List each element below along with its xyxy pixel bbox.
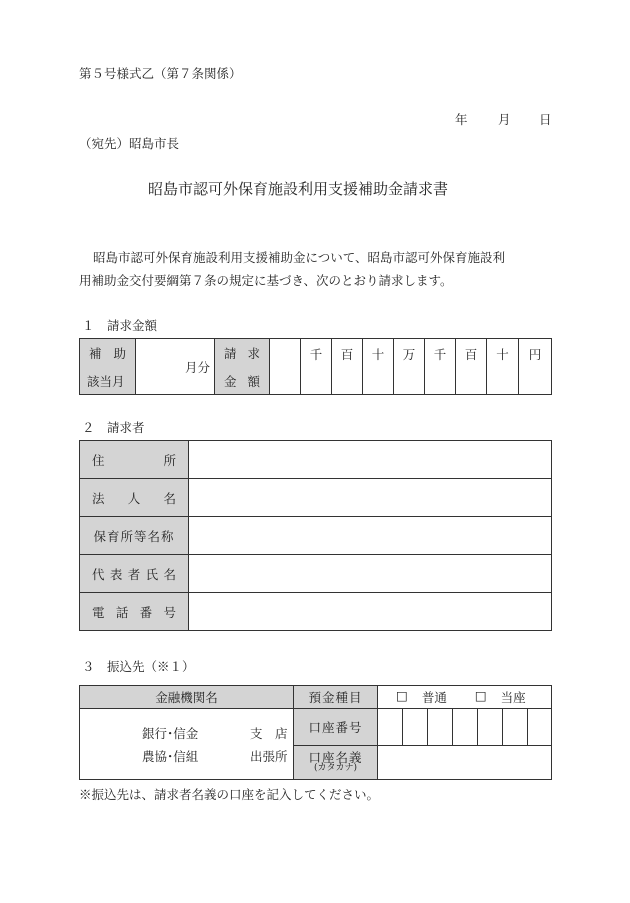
corporation-label-char: 法 — [92, 490, 105, 506]
body-text-line1: 昭島市認可外保育施設利用支援補助金について、昭島市認可外保育施設利 — [93, 250, 506, 265]
digit-cell[interactable]: 円 — [519, 339, 552, 395]
subsidy-month-label: 該当月 — [87, 373, 125, 389]
month-input-cell[interactable] — [136, 339, 215, 395]
representative-label-cell — [80, 555, 189, 593]
claim-label-char: 額 — [247, 373, 260, 389]
facility-name-input[interactable] — [189, 517, 552, 555]
body-text-line2: 用補助金交付要綱第７条の規定に基づき、次のとおり請求します。 — [79, 273, 453, 288]
bank-type-label-1: 銀行･信金 — [142, 726, 199, 741]
account-digit-cell[interactable] — [453, 709, 478, 746]
phone-input[interactable] — [189, 593, 552, 631]
account-name-label-cell — [294, 746, 378, 780]
digit-cell[interactable]: 千 — [301, 339, 332, 395]
corporation-label-char: 人 — [127, 490, 141, 506]
claim-label-char: 金 — [224, 373, 237, 389]
deposit-type-label: 預金種目 — [294, 686, 378, 709]
digit-cell[interactable]: 十 — [363, 339, 394, 395]
address-label-char: 所 — [163, 452, 176, 468]
footnote: ※振込先は、請求者名義の口座を記入してください。 — [79, 787, 380, 802]
phone-label-char: 電 — [92, 604, 105, 620]
representative-label-char: 表 — [109, 566, 123, 582]
representative-label-char: 名 — [163, 566, 176, 582]
representative-label-char: 代 — [92, 566, 105, 582]
branch-label-2: 出張所 — [250, 749, 288, 764]
account-digit-cell[interactable] — [428, 709, 453, 746]
account-digit-cell[interactable] — [478, 709, 503, 746]
digit-cell[interactable]: 百 — [456, 339, 487, 395]
subsidy-label-char: 助 — [113, 345, 126, 361]
representative-label-char: 氏 — [145, 566, 159, 582]
bank-name-header: 金融機関名 — [80, 686, 294, 709]
section1-heading: １ 請求金額 — [82, 318, 158, 333]
form-number: 第５号様式乙（第７条関係） — [79, 66, 242, 81]
corporation-label-char: 名 — [163, 490, 176, 506]
amount-table — [79, 338, 552, 395]
digit-cell[interactable]: 万 — [394, 339, 425, 395]
amount-blank-cell[interactable] — [270, 339, 301, 395]
ordinary-checkbox[interactable]: □ — [396, 688, 408, 703]
date-day-label: 日 — [539, 112, 552, 127]
claim-amount-label-cell — [215, 339, 270, 395]
page-title: 昭島市認可外保育施設利用支援補助金請求書 — [148, 180, 449, 198]
section3-heading: ３ 振込先（※１） — [82, 659, 195, 674]
account-digit-cell[interactable] — [403, 709, 428, 746]
corporation-label-cell — [80, 479, 189, 517]
ordinary-label: 普通 — [421, 690, 447, 705]
subsidy-month-label-cell — [80, 339, 136, 395]
month-suffix: 月分 — [184, 359, 210, 375]
current-label: 当座 — [500, 690, 526, 705]
address-label-char: 住 — [92, 452, 105, 468]
account-number-label: 口座番号 — [294, 709, 378, 746]
representative-input[interactable] — [189, 555, 552, 593]
addressee: （宛先）昭島市長 — [79, 136, 180, 151]
digit-cell[interactable]: 千 — [425, 339, 456, 395]
facility-name-label: 保育所等名称 — [80, 517, 189, 555]
account-digit-cell[interactable] — [528, 709, 552, 746]
bank-table — [79, 685, 552, 780]
date-month-label: 月 — [498, 112, 511, 127]
account-name-note: (カタカナ) — [313, 763, 358, 774]
section2-heading: ２ 請求者 — [82, 420, 145, 435]
account-digit-cell[interactable] — [503, 709, 528, 746]
address-label-cell — [80, 441, 189, 479]
phone-label-char: 号 — [163, 604, 176, 620]
address-input[interactable] — [189, 441, 552, 479]
digit-cell[interactable]: 百 — [332, 339, 363, 395]
claim-label-char: 求 — [247, 345, 260, 361]
bank-name-input-cell[interactable] — [80, 709, 294, 780]
corporation-input[interactable] — [189, 479, 552, 517]
current-checkbox[interactable]: □ — [474, 688, 487, 703]
phone-label-char: 話 — [115, 604, 129, 620]
phone-label-cell — [80, 593, 189, 631]
branch-label-1: 支 店 — [250, 726, 288, 741]
subsidy-label-char: 補 — [89, 345, 102, 361]
date-year-label: 年 — [455, 112, 468, 127]
bank-type-label-2: 農協･信組 — [142, 749, 199, 764]
claim-label-char: 請 — [224, 345, 237, 361]
account-name-label: 口座名義 — [308, 749, 363, 765]
account-name-input[interactable] — [378, 746, 552, 780]
phone-label-char: 番 — [139, 604, 153, 620]
deposit-type-options — [378, 686, 552, 709]
claimant-table — [79, 440, 552, 631]
digit-cell[interactable]: 十 — [487, 339, 519, 395]
account-digit-cell[interactable] — [378, 709, 403, 746]
representative-label-char: 者 — [127, 566, 141, 582]
